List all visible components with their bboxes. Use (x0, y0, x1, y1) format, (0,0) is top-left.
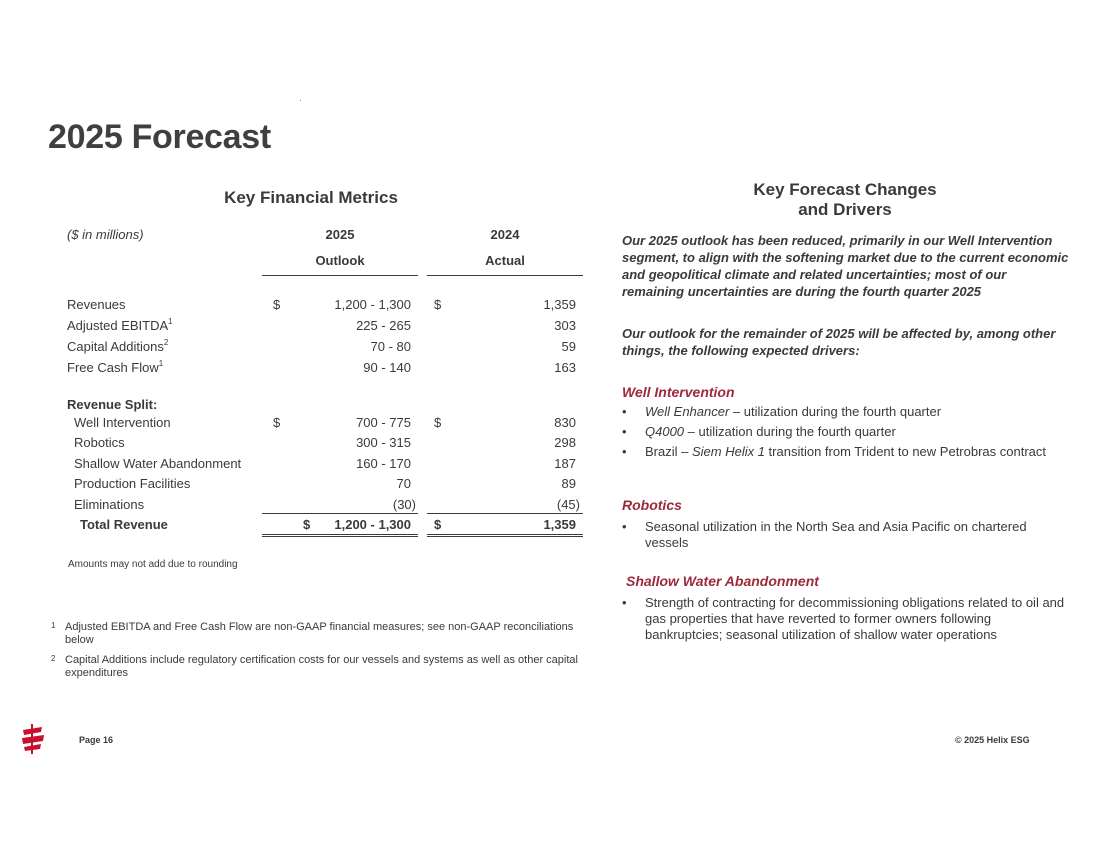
total-2024: 1,359 (543, 517, 576, 532)
value-2024: 59 (561, 339, 576, 354)
col-subheader-outlook: Outlook (315, 253, 365, 268)
page-title: 2025 Forecast (48, 118, 271, 156)
table-row (0, 318, 600, 338)
value-2024: 89 (561, 476, 576, 491)
row-label: Free Cash Flow$^1$ (67, 359, 164, 375)
currency-symbol: $ (434, 297, 442, 312)
row-label: Well Intervention (74, 415, 171, 430)
row-label: Adjusted EBITDA$^1$ (67, 317, 173, 333)
table-row (0, 497, 600, 517)
drivers-title-line: Key Forecast Changes (753, 180, 937, 199)
total-rule-2024 (427, 513, 583, 514)
drivers-title-line: and Drivers (798, 200, 892, 219)
bullet-item (622, 595, 1072, 645)
table-row (0, 476, 600, 496)
units-label: ($ in millions) (67, 227, 144, 242)
footnote-ref: 1 (168, 317, 173, 326)
rounding-note: Amounts may not add due to rounding (68, 559, 238, 570)
footnote-number: 2 (51, 654, 56, 663)
outlook-paragraph: Our 2025 outlook has been reduced, primarily in our Well Intervention segment, to align with the softening market due to the current economic and geopolitical climate and related uncertainties; most of our remaining uncertainties are during the fourth quarter 2025 (622, 233, 1069, 299)
table-row (0, 297, 600, 317)
value-2025: 225 - 265 (356, 318, 411, 333)
value-2024: 303 (554, 318, 576, 333)
value-2025: 160 - 170 (356, 456, 411, 471)
currency-symbol: $ (434, 517, 442, 532)
total-label: Total Revenue (80, 517, 168, 532)
bullet-text: Strength of contracting for decommissioning obligations related to oil and gas properties that have reverted to former owners following bankruptcies; seasonal utilization of shallow water operations (645, 595, 1065, 642)
col-subheader-actual: Actual (485, 253, 525, 268)
currency-symbol: $ (434, 415, 442, 430)
metrics-title: Key Financial Metrics (224, 188, 398, 207)
bullet-item (622, 444, 1072, 478)
value-2024: (45) (556, 497, 580, 512)
footnote-text: Capital Additions include regulatory certification costs for our vessels and systems as well as other capital expenditures (65, 654, 578, 679)
drivers-paragraph: Our outlook for the remainder of 2025 will be affected by, among other things, the following expected drivers: (622, 326, 1056, 358)
bullet-glyph: • (622, 444, 627, 459)
bullet-text: Seasonal utilization in the North Sea and Asia Pacific on chartered vessels (645, 519, 1027, 550)
helix-logo-icon (20, 724, 46, 754)
row-label: Capital Additions$^2$ (67, 338, 169, 354)
revenue-split-label: Revenue Split: (67, 397, 158, 412)
header-rule-2025 (262, 275, 418, 276)
page-number: Page 16 (79, 735, 114, 745)
value-2024: 298 (554, 435, 576, 450)
col-header-2025: 2025 (325, 227, 355, 242)
value-2025: 90 - 140 (363, 360, 411, 375)
value-2025: 300 - 315 (356, 435, 411, 450)
row-label: Revenues (67, 297, 126, 312)
double-rule-2025 (262, 534, 418, 535)
double-rule-2025 (262, 536, 418, 537)
bullet-glyph: • (622, 519, 627, 534)
bullet-text: Q4000 – utilization during the fourth quarter (645, 424, 896, 439)
value-2025: 70 - 80 (370, 339, 411, 354)
footnote (51, 654, 591, 682)
bullet-text: Brazil – Siem Helix 1 transition from Trident to new Petrobras contract (645, 444, 1047, 459)
bullet-item (622, 519, 1072, 553)
double-rule-2024 (427, 534, 583, 535)
col-header-2024: 2024 (490, 227, 520, 242)
bullet-glyph: • (622, 424, 627, 439)
value-2025: 1,200 - 1,300 (334, 297, 411, 312)
footnote (51, 621, 591, 649)
table-row (0, 435, 600, 455)
value-2024: 163 (554, 360, 576, 375)
bullet-glyph: • (622, 595, 627, 610)
value-2024: 1,359 (543, 297, 576, 312)
table-row (0, 339, 600, 359)
value-2024: 187 (554, 456, 576, 471)
value-2025: (30) (392, 497, 416, 512)
bullet-item (622, 404, 1072, 420)
row-label: Robotics (74, 435, 125, 450)
drivers-title (700, 180, 990, 220)
footnote-ref: 2 (163, 338, 169, 347)
row-label: Production Facilities (74, 476, 191, 491)
footnote-ref: 1 (158, 359, 164, 368)
total-2025: 1,200 - 1,300 (334, 517, 411, 532)
currency-symbol: $ (303, 517, 311, 532)
value-2025: 700 - 775 (356, 415, 411, 430)
currency-symbol: $ (273, 415, 281, 430)
value-2025: 70 (396, 476, 411, 491)
section-title-shallow-water: Shallow Water Abandonment (626, 573, 819, 589)
double-rule-2024 (427, 536, 583, 537)
copyright: © 2025 Helix ESG (955, 735, 1030, 745)
section-title-robotics: Robotics (622, 497, 682, 513)
header-rule-2024 (427, 275, 583, 276)
currency-symbol: $ (273, 297, 281, 312)
table-row (0, 360, 600, 380)
table-row (0, 415, 600, 435)
footnote-number: 1 (51, 621, 56, 630)
total-rule-2025 (262, 513, 418, 514)
bullet-glyph: • (622, 404, 627, 419)
bullet-item (622, 424, 1072, 440)
value-2024: 830 (554, 415, 576, 430)
footnote-text: Adjusted EBITDA and Free Cash Flow are non-GAAP financial measures; see non-GAAP reconciliations below (65, 621, 574, 646)
decorative-dot (300, 100, 301, 101)
row-label: Eliminations (74, 497, 145, 512)
table-row (0, 456, 600, 476)
section-title-well-intervention: Well Intervention (622, 384, 735, 400)
bullet-text: Well Enhancer – utilization during the fourth quarter (645, 404, 942, 419)
row-label: Shallow Water Abandonment (74, 456, 242, 471)
